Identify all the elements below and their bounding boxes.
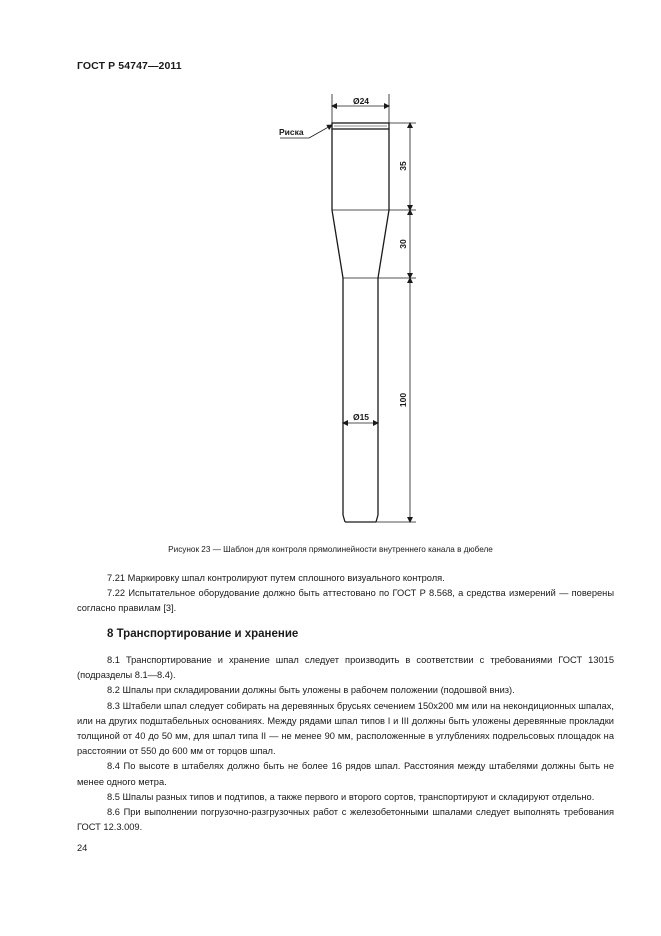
paragraph-8-3: 8.3 Штабели шпал следует собирать на деревянных брусьях сечением 150х200 мм или на некондиционных шпалах, или на других подштабельных основаниях. Между рядами шпал типов I и III должны быть уложены деревянные прокладки толщиной от 40 до 50 мм, для шпал типа II — не менее 90 мм, расположенные в углублениях подрельсовых площадок на расстоянии от 550 до 600 мм от торцов шпал. bbox=[77, 700, 614, 757]
page-number: 24 bbox=[77, 843, 88, 853]
page-header-doc-id: ГОСТ Р 54747—2011 bbox=[77, 60, 182, 72]
paragraphs-top bbox=[77, 571, 614, 617]
paragraph-8-1: 8.1 Транспортирование и хранение шпал следует производить в соответствии с требованиями ГОСТ 13015 (подразделы 8.1—8.4). bbox=[77, 655, 614, 681]
gauge-body bbox=[332, 123, 389, 522]
paragraph-8-6: 8.6 При выполнении погрузочно-разгрузочных работ с железобетонными шпалами следует выполнять требования ГОСТ 12.3.009. bbox=[77, 807, 614, 833]
top-diameter-label: Ø24 bbox=[352, 96, 370, 106]
mark-label: Риска bbox=[279, 127, 304, 137]
paragraph-8-2: 8.2 Шпалы при складировании должны быть уложены в рабочем положении (подошвой вниз). bbox=[107, 685, 515, 696]
dim-lower-label: 100 bbox=[398, 392, 408, 408]
paragraph-7-21: 7.21 Маркировку шпал контролируют путем сплошного визуального контроля. bbox=[107, 573, 445, 583]
paragraph-8-4: 8.4 По высоте в штабелях должно быть не более 16 рядов шпал. Расстояния между штабелями должны быть не менее одного метра. bbox=[77, 761, 614, 787]
paragraphs-section-8 bbox=[77, 653, 614, 835]
dim-middle-label: 30 bbox=[398, 239, 408, 249]
top-diameter-dimension bbox=[332, 94, 389, 124]
bottom-diameter-label: Ø15 bbox=[352, 412, 370, 422]
dim-upper-label: 35 bbox=[398, 161, 408, 171]
height-dimensions bbox=[376, 123, 416, 522]
paragraph-8-5: 8.5 Шпалы разных типов и подтипов, а также первого и второго сортов, транспортируют и складируют отдельно. bbox=[107, 791, 595, 802]
mark-leader bbox=[279, 125, 332, 138]
bottom-diameter-dimension bbox=[343, 412, 378, 423]
figure-caption: Рисунок 23 — Шаблон для контроля прямолинейности внутреннего канала в дюбеле bbox=[168, 545, 493, 554]
section-heading: 8 Транспортирование и хранение bbox=[107, 628, 299, 640]
paragraph-7-22: 7.22 Испытательное оборудование должно быть аттестовано по ГОСТ Р 8.568, а средства измерений — поверены согласно правилам [3]. bbox=[77, 588, 614, 614]
